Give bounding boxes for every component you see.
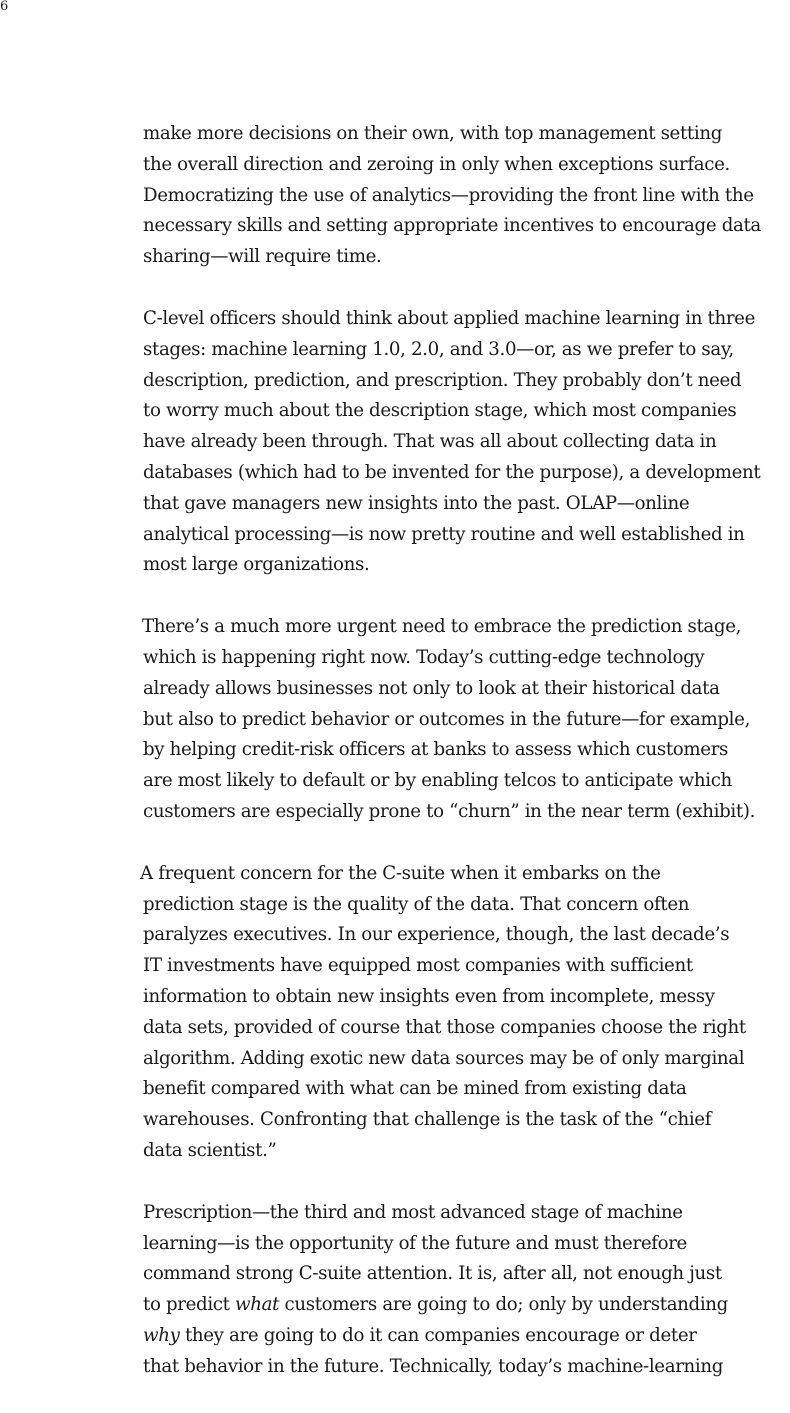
text-line: data sets, provided of course that those companies choose the right	[143, 1016, 746, 1038]
text-line: already allows businesses not only to look at their historical data	[143, 677, 720, 699]
text-line: which is happening right now. Today’s cutting-edge technology	[143, 646, 705, 668]
paragraph-prescription-stage	[143, 1198, 790, 1383]
body-text	[140, 119, 790, 1413]
text-line: algorithm. Adding exotic new data sources may be of only marginal	[143, 1047, 745, 1069]
text-line: by helping credit-risk officers at banks to assess which customers	[143, 739, 729, 761]
text-line: benefit compared with what can be mined from existing data	[143, 1078, 687, 1100]
text-line: databases (which had to be invented for the purpose), a development	[143, 461, 761, 483]
text-line: that behavior in the future. Technically, today’s machine-learning	[143, 1355, 724, 1377]
text-line: prediction stage is the quality of the data. That concern often	[143, 893, 690, 915]
text-line: warehouses. Confronting that challenge is the task of the “chief	[143, 1109, 712, 1131]
text-run: they are going to do it can companies encourage or deter	[179, 1324, 697, 1346]
text-line: necessary skills and setting appropriate incentives to encourage data	[143, 215, 761, 237]
text-line: learning—is the opportunity of the future and must therefore	[143, 1232, 687, 1254]
text-run: to predict	[143, 1294, 236, 1316]
text-line: command strong C-suite attention. It is, after all, not enough just	[143, 1263, 722, 1285]
paragraph-prediction-stage	[143, 612, 790, 828]
paragraph-three-stages	[143, 304, 790, 581]
text-line: sharing—will require time.	[143, 246, 382, 268]
text-line: most large organizations.	[143, 554, 370, 576]
text-line: make more decisions on their own, with top management setting	[143, 123, 723, 144]
emphasis-why: why	[143, 1324, 180, 1346]
text-line: to worry much about the description stage, which most companies	[143, 400, 737, 422]
text-line: paralyzes executives. In our experience, though, the last decade’s	[143, 924, 730, 946]
text-line: Prescription—the third and most advanced stage of machine	[143, 1201, 683, 1223]
text-line: analytical processing—is now pretty routine and well established in	[143, 523, 745, 545]
paragraph-democratizing-analytics	[143, 119, 790, 273]
text-line: A frequent concern for the C-suite when it embarks on the	[140, 862, 661, 884]
text-line: stages: machine learning 1.0, 2.0, and 3.0—or, as we prefer to say,	[143, 338, 734, 360]
text-line	[143, 1321, 790, 1352]
text-run: customers are going to do; only by understanding	[279, 1294, 728, 1316]
text-line: data scientist.”	[143, 1139, 277, 1161]
text-line: information to obtain new insights even from incomplete, messy	[143, 985, 715, 1007]
text-line: description, prediction, and prescription. They probably don’t need	[143, 369, 742, 391]
text-line: IT investments have equipped most companies with sufficient	[143, 955, 693, 977]
text-line: are most likely to default or by enabling telcos to anticipate which	[143, 770, 732, 792]
text-line: Democratizing the use of analytics—providing the front line with the	[143, 184, 754, 206]
text-line	[143, 1290, 790, 1321]
text-line: C-level officers should think about applied machine learning in three	[143, 307, 756, 329]
paragraph-data-quality	[140, 859, 790, 1167]
text-line: customers are especially prone to “churn” in the near term (exhibit).	[143, 800, 756, 822]
text-line: that gave managers new insights into the past. OLAP—online	[143, 492, 690, 514]
text-line: the overall direction and zeroing in only when exceptions surface.	[143, 153, 730, 175]
text-line: There’s a much more urgent need to embrace the prediction stage,	[142, 616, 742, 638]
text-line: have already been through. That was all about collecting data in	[143, 431, 717, 453]
page-number: 6	[0, 0, 9, 14]
text-line: but also to predict behavior or outcomes in the future—for example,	[143, 708, 750, 730]
emphasis-what: what	[235, 1294, 280, 1316]
